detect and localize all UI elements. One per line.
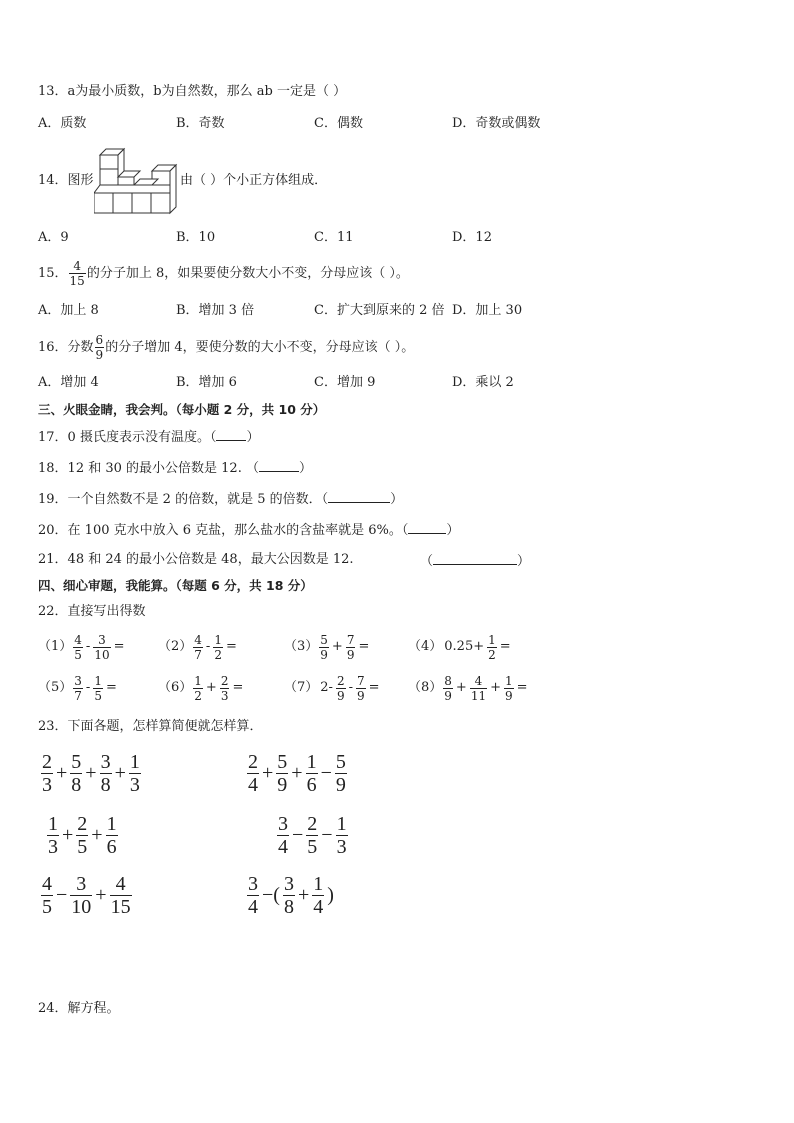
fraction-numerator: 4 (74, 632, 82, 647)
q22-item-label: （8） (408, 680, 443, 695)
operator: + (490, 680, 502, 695)
fraction-numerator: 5 (71, 750, 82, 773)
fraction-numerator: 2 (42, 750, 52, 773)
fraction (247, 751, 259, 796)
operator: = (105, 680, 117, 695)
fraction-denominator: 10 (71, 895, 92, 918)
fraction (319, 634, 329, 661)
fraction (276, 751, 288, 796)
fraction (443, 675, 453, 702)
fraction-numerator: 2 (248, 750, 258, 773)
q15-fraction-den: 15 (69, 274, 85, 288)
fraction-denominator: 6 (306, 773, 317, 796)
fraction-denominator: 9 (335, 773, 346, 796)
fraction (93, 675, 103, 702)
operator: = (225, 639, 237, 654)
fraction (487, 634, 497, 661)
q22-item-label: （2） (158, 639, 193, 654)
q17-answer-blank[interactable] (216, 428, 246, 441)
q17 (38, 428, 259, 446)
operator: = (368, 680, 380, 695)
q23-expression (276, 810, 349, 859)
q23-expression (40, 870, 133, 919)
q14-option-a: A．9 (38, 230, 69, 245)
q21-answer-blank[interactable] (433, 552, 517, 565)
operator: = (358, 639, 370, 654)
fraction (193, 675, 203, 702)
q14-stem-before: 14．图形 (38, 173, 94, 188)
fraction-denominator: 5 (94, 688, 102, 703)
operator: + (114, 762, 126, 785)
q15-prefix: 15． (38, 266, 68, 281)
q16-prefix: 16．分数 (38, 340, 94, 355)
operator: −( (262, 884, 280, 907)
q15-option-a: A．加上 8 (38, 303, 99, 318)
fraction-numerator: 1 (94, 673, 102, 688)
fraction (213, 634, 223, 661)
operator: - (85, 680, 91, 695)
q13-option-a: A．质数 (38, 116, 87, 131)
fraction-denominator: 3 (42, 773, 52, 796)
fraction (70, 751, 82, 796)
fraction (283, 873, 295, 918)
cube-figure (94, 145, 180, 215)
fraction (93, 634, 110, 661)
q22-item (284, 630, 371, 665)
q16-fraction-den: 9 (95, 348, 104, 362)
fraction-denominator: 5 (77, 835, 88, 858)
fraction (106, 813, 118, 858)
q22-item-label: （6） (158, 680, 193, 695)
fraction (41, 873, 53, 918)
fraction-numerator: 7 (357, 673, 365, 688)
q20-close: ） (446, 523, 460, 538)
fraction (220, 675, 230, 702)
fraction (336, 813, 348, 858)
q18-text: 18．12 和 30 的最小公倍数是 12. （ (38, 461, 259, 476)
q20-answer-blank[interactable] (408, 521, 446, 534)
q22-title: 22．直接写出得数 (38, 604, 146, 619)
fraction (73, 634, 83, 661)
fraction-denominator: 3 (48, 835, 58, 858)
fraction-denominator: 8 (283, 895, 294, 918)
q21-text: 21．48 和 24 的最小公倍数是 48，最大公因数是 12. (38, 552, 354, 567)
q17-close: ） (246, 430, 260, 445)
fraction (76, 813, 88, 858)
q13-option-b: B．奇数 (176, 116, 225, 131)
fraction-denominator: 2 (194, 688, 202, 703)
fraction-denominator: 6 (106, 835, 117, 858)
fraction (335, 751, 347, 796)
fraction-denominator: 4 (313, 895, 324, 918)
q23-expression (246, 748, 348, 797)
q22-item-label: （4） (408, 639, 443, 654)
fraction-numerator: 1 (488, 632, 496, 647)
fraction-numerator: 1 (313, 872, 324, 895)
q16-option-d: D．乘以 2 (452, 375, 514, 390)
operator: = (499, 639, 511, 654)
fraction-numerator: 1 (306, 750, 317, 773)
q16-option-b: B．增加 6 (176, 375, 237, 390)
fraction (346, 634, 356, 661)
fraction (70, 873, 92, 918)
fraction-denominator: 9 (277, 773, 288, 796)
q22-item-label: （7） (284, 680, 319, 695)
fraction (247, 873, 259, 918)
operator: + (262, 762, 274, 785)
q17-text: 17．0 摄氏度表示没有温度。（ (38, 430, 217, 445)
operator: + (331, 639, 343, 654)
operator: − (321, 824, 333, 847)
operator: ) (327, 884, 334, 907)
fraction (100, 751, 112, 796)
q24-title: 24．解方程。 (38, 1001, 120, 1016)
fraction-numerator: 5 (320, 632, 328, 647)
fraction (41, 751, 53, 796)
q15-stem-text: 的分子加上 8，如果要使分数大小不变，分母应该（ ）。 (86, 266, 409, 281)
fraction (356, 675, 366, 702)
fraction-numerator: 1 (336, 812, 347, 835)
fraction-numerator: 4 (110, 873, 132, 896)
q16-option-c: C．增加 9 (314, 375, 376, 390)
fraction-denominator: 9 (320, 647, 328, 662)
fraction-denominator: 4 (248, 773, 258, 796)
fraction-denominator: 3 (336, 835, 347, 858)
fraction-numerator: 1 (214, 632, 222, 647)
fraction-denominator: 8 (71, 773, 82, 796)
q20 (38, 521, 459, 539)
fraction-numerator: 5 (277, 750, 288, 773)
q14-option-c: C．11 (314, 230, 354, 245)
fraction-denominator: 3 (220, 688, 229, 703)
q13-option-d: D．奇数或偶数 (452, 116, 541, 131)
q14-option-b: B．10 (176, 230, 216, 245)
q13-stem: 13．a为最小质数，b为自然数，那么 ab 一定是（ ） (38, 84, 347, 99)
q18-answer-blank[interactable] (259, 459, 299, 472)
fraction-denominator: 8 (100, 773, 111, 796)
fraction-numerator: 4 (194, 632, 202, 647)
q15-option-b: B．增加 3 倍 (176, 303, 255, 318)
fraction-denominator: 2 (214, 647, 222, 662)
fraction-numerator: 2 (220, 673, 229, 688)
q19 (38, 490, 403, 508)
q14-option-d: D．12 (452, 230, 492, 245)
q15-option-d: D．加上 30 (452, 303, 523, 318)
fraction-numerator: 8 (444, 673, 452, 688)
section-4-heading: 四、细心审题，我能算。（每题 6 分，共 18 分） (38, 578, 313, 593)
q23-expression (46, 810, 119, 859)
fraction-numerator: 4 (42, 872, 52, 895)
q15-fraction-num: 4 (69, 260, 86, 274)
q20-text: 20．在 100 克水中放入 6 克盐，那么盐水的含盐率就是 6%。（ (38, 523, 409, 538)
operator: + (205, 680, 217, 695)
fraction (47, 813, 59, 858)
fraction-denominator: 3 (129, 773, 140, 796)
fraction-numerator: 1 (505, 673, 513, 688)
q15-fraction (69, 260, 86, 287)
q16-stem (38, 331, 414, 365)
operator: = (516, 680, 528, 695)
fraction (470, 675, 487, 702)
q21-open: （ (420, 554, 434, 569)
expression-text: 0.25+ (444, 639, 485, 654)
fraction-numerator: 7 (346, 632, 355, 647)
fraction (73, 675, 83, 702)
q16-fraction (95, 334, 105, 361)
q16-fraction-num: 6 (95, 333, 104, 347)
fraction-numerator: 3 (283, 872, 294, 895)
fraction-denominator: 4 (278, 835, 288, 858)
fraction-denominator: 4 (248, 895, 258, 918)
q22-item-label: （3） (284, 639, 319, 654)
fraction-numerator: 3 (74, 673, 82, 688)
operator: + (455, 680, 467, 695)
fraction-denominator: 2 (488, 647, 496, 662)
fraction-denominator: 7 (194, 647, 202, 662)
fraction (110, 873, 132, 918)
fraction-denominator: 9 (346, 647, 355, 662)
fraction-denominator: 9 (357, 688, 365, 703)
fraction (312, 873, 324, 918)
fraction-numerator: 1 (194, 673, 202, 688)
q22-item (408, 671, 530, 706)
fraction (504, 675, 514, 702)
q22-item (408, 630, 513, 665)
fraction-denominator: 5 (74, 647, 82, 662)
q22-item (158, 671, 245, 706)
operator: + (95, 884, 107, 907)
operator: = (113, 639, 125, 654)
q22-item-label: （1） (38, 639, 73, 654)
q22-item (38, 671, 119, 706)
q21-close: ） (517, 554, 531, 569)
q23-title: 23．下面各题，怎样算简便就怎样算． (38, 719, 263, 734)
expression-text: 2- (320, 680, 333, 695)
fraction-numerator: 5 (335, 750, 346, 773)
operator: - (348, 680, 353, 695)
operator: + (56, 762, 68, 785)
q22-item (284, 671, 382, 706)
q15-stem (38, 257, 409, 291)
operator: − (292, 824, 304, 847)
q19-close: ） (390, 492, 404, 507)
fraction (193, 634, 203, 661)
q22-item-label: （5） (38, 680, 73, 695)
fraction-numerator: 2 (336, 673, 345, 688)
operator: = (232, 680, 244, 695)
fraction-numerator: 3 (93, 634, 110, 648)
fraction-denominator: 5 (42, 895, 52, 918)
section-3-heading: 三、火眼金睛，我会判。（每小题 2 分，共 10 分） (38, 402, 326, 417)
q22-item (158, 630, 239, 665)
q23-expression (40, 748, 142, 797)
operator: + (291, 762, 303, 785)
operator: + (91, 824, 103, 847)
fraction-numerator: 3 (278, 812, 288, 835)
q21-answer (420, 552, 530, 570)
fraction-denominator: 9 (336, 688, 345, 703)
fraction-denominator: 11 (470, 688, 487, 703)
fraction (277, 813, 289, 858)
fraction-numerator: 3 (248, 872, 258, 895)
fraction (306, 813, 318, 858)
fraction-numerator: 2 (77, 812, 88, 835)
operator: − (320, 762, 332, 785)
fraction (129, 751, 141, 796)
fraction-numerator: 3 (100, 750, 111, 773)
q21 (38, 552, 354, 568)
q15-option-c: C．扩大到原来的 2 倍 (314, 303, 445, 318)
q14-stem-after: 由（ ）个小正方体组成． (180, 173, 328, 188)
q16-option-a: A．增加 4 (38, 375, 99, 390)
fraction (306, 751, 318, 796)
fraction-denominator: 5 (307, 835, 318, 858)
fraction-denominator: 9 (505, 688, 513, 703)
q23-expression (246, 870, 336, 919)
operator: - (205, 639, 211, 654)
operator: + (85, 762, 97, 785)
fraction-denominator: 7 (74, 688, 82, 703)
fraction-numerator: 4 (470, 675, 487, 689)
operator: + (62, 824, 74, 847)
q19-answer-blank[interactable] (328, 490, 390, 503)
fraction-denominator: 9 (444, 688, 452, 703)
fraction (336, 675, 346, 702)
operator: + (297, 884, 310, 907)
q13-option-c: C．偶数 (314, 116, 363, 131)
operator: - (85, 639, 91, 654)
operator: − (56, 884, 68, 907)
q19-text: 19．一个自然数不是 2 的倍数，就是 5 的倍数．（ (38, 492, 329, 507)
fraction-denominator: 15 (110, 895, 131, 918)
fraction-numerator: 1 (106, 812, 117, 835)
fraction-numerator: 2 (307, 812, 318, 835)
fraction-numerator: 1 (129, 750, 140, 773)
fraction-numerator: 1 (48, 812, 58, 835)
q18-close: ） (298, 461, 312, 476)
fraction-denominator: 10 (94, 647, 110, 662)
fraction-numerator: 3 (70, 873, 92, 896)
q22-item (38, 630, 127, 665)
q18 (38, 459, 312, 477)
q16-stem-text: 的分子增加 4，要使分数的大小不变，分母应该（ ）。 (105, 340, 415, 355)
